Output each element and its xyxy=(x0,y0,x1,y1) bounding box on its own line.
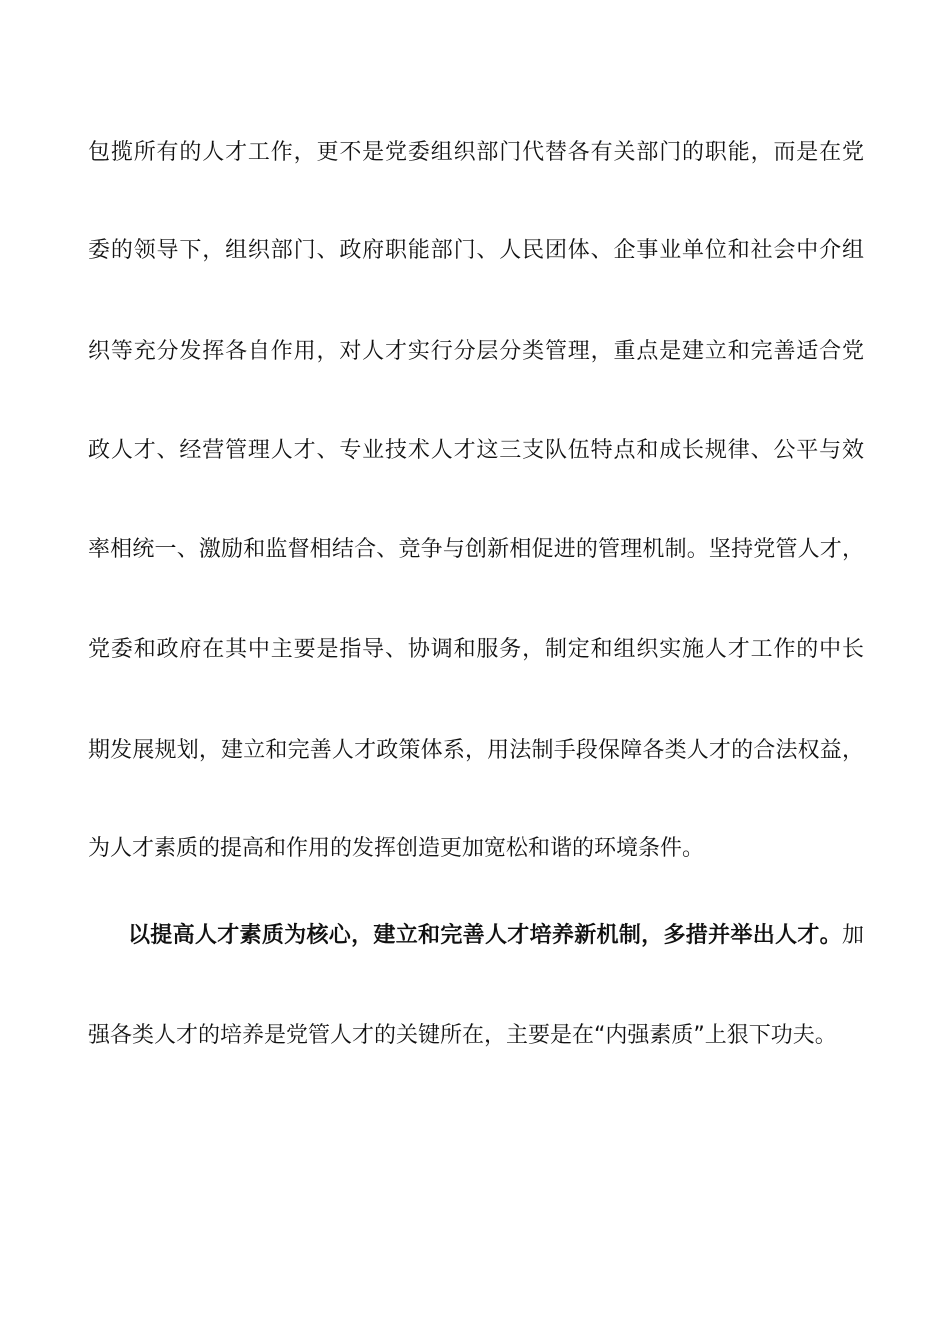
paragraph-1-line-2: 委的领导下，组织部门、政府职能部门、人民团体、企事业单位和社会中介组 xyxy=(88,238,864,263)
paragraph-2-line-1-rest: 加 xyxy=(841,923,864,948)
section-heading: 以提高人才素质为核心，建立和完善人才培养新机制，多措并举出人才。 xyxy=(128,923,842,948)
paragraph-1-line-5: 率相统一、激励和监督相结合、竞争与创新相促进的管理机制。坚持党管人才， xyxy=(88,537,864,562)
paragraph-2-line-2: 强各类人才的培养是党管人才的关键所在，主要是在“内强素质”上狠下功夫。 xyxy=(88,1023,837,1048)
paragraph-1-line-4: 政人才、经营管理人才、专业技术人才这三支队伍特点和成长规律、公平与效 xyxy=(88,438,864,463)
paragraph-1-line-7: 期发展规划，建立和完善人才政策体系，用法制手段保障各类人才的合法权益， xyxy=(88,738,864,763)
paragraph-2-line-1 xyxy=(128,916,864,956)
paragraph-1-line-6: 党委和政府在其中主要是指导、协调和服务，制定和组织实施人才工作的中长 xyxy=(88,637,864,662)
paragraph-1-line-3: 织等充分发挥各自作用，对人才实行分层分类管理，重点是建立和完善适合党 xyxy=(88,339,864,364)
paragraph-1-line-8: 为人才素质的提高和作用的发挥创造更加宽松和谐的环境条件。 xyxy=(88,836,705,861)
paragraph-1-line-1: 包揽所有的人才工作，更不是党委组织部门代替各有关部门的职能，而是在党 xyxy=(88,140,864,165)
